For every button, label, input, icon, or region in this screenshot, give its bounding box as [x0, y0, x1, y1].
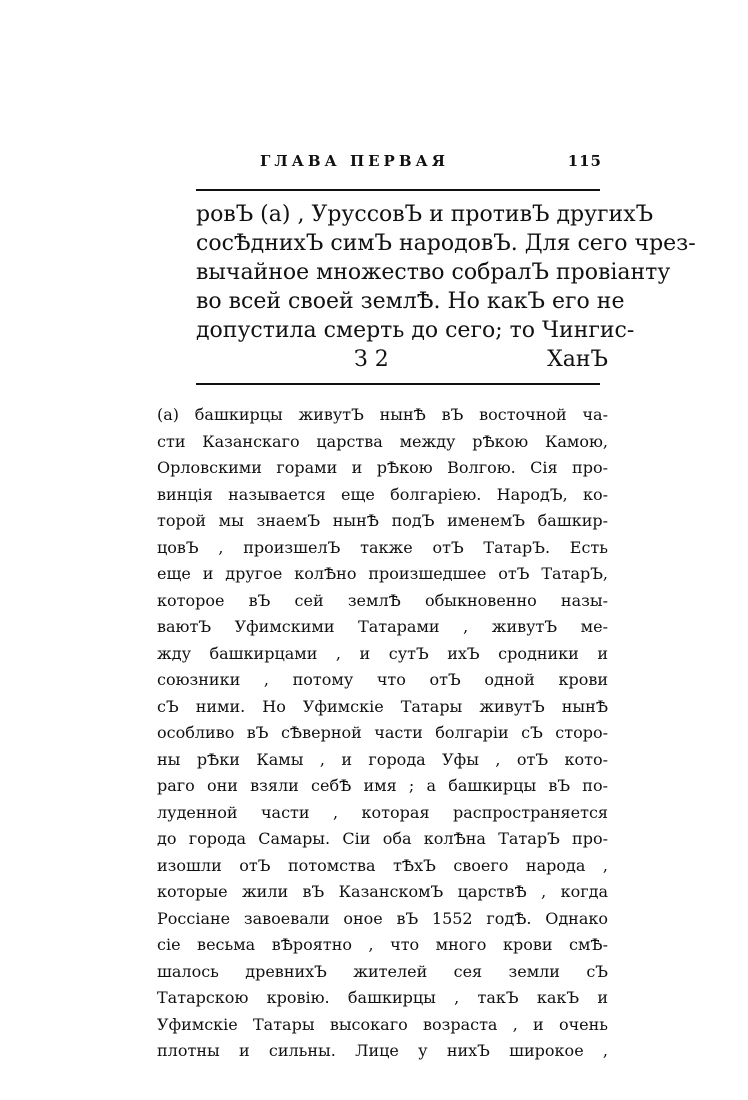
- footnote-line: до города Самары. Сіи оба колѢна ТатарЪ про-: [157, 829, 608, 848]
- footnote-line: винція называется еще болгаріею. НародЪ, ко-: [157, 484, 608, 504]
- running-head: ГЛАВА ПЕРВАЯ: [260, 152, 449, 170]
- footnote-line: Россіане завоевали оное вЪ 1552 годѢ. Однако: [157, 908, 608, 928]
- footnote-line: союзники , потому что отЪ одной крови: [157, 670, 608, 689]
- footnote-line: луденной части , которая распространяется: [157, 802, 608, 822]
- footnote-line: еще и другое колѢно произшедшее отЪ ТатарЪ,: [157, 564, 608, 583]
- main-text: [196, 200, 696, 374]
- footnote: [157, 402, 608, 1065]
- footnote-line: плотны и сильны. Лице у нихЪ широкое ,: [157, 1041, 608, 1060]
- footnote-line: Татарскою кровію. башкирцы , такЪ какЪ и: [157, 988, 608, 1007]
- footnote-line: ваютЪ Уфимскими Татарами , живутЪ ме-: [157, 617, 608, 636]
- catchword: ХанЪ: [547, 347, 608, 372]
- text-line: во всей своей землѢ. Но какЪ его не: [196, 289, 625, 314]
- footnote-line: которое вЪ сей землѢ обыкновенно назы-: [157, 590, 608, 610]
- page-header: [196, 152, 608, 176]
- footnote-rule: [196, 383, 600, 385]
- footnote-line: Уфимскіе Татары высокаго возраста , и очень: [157, 1014, 608, 1034]
- text-line: ровЪ (a) , УруссовЪ и противЪ другихЪ: [196, 202, 654, 227]
- signature-line: [196, 345, 608, 374]
- signature-mark: З 2: [354, 347, 389, 372]
- footnote-line: сіе весьма вѢроятно , что много крови смѢ-: [157, 935, 608, 954]
- footnote-line: раго они взяли себѢ имя ; а башкирцы вЪ по-: [157, 776, 608, 795]
- footnote-line: которые жили вЪ КазанскомЪ царствѢ , когда: [157, 882, 608, 901]
- text-line: сосѢднихЪ симЪ народовЪ. Для сего чрез-: [196, 231, 696, 256]
- footnote-line: ны рѢки Камы , и города Уфы , отЪ кото-: [157, 749, 608, 769]
- footnote-line: изошли отЪ потомства тѢхЪ своего народа ,: [157, 855, 608, 875]
- footnote-line: торой мы знаемЪ нынѢ подЪ именемЪ башкир-: [157, 511, 608, 530]
- footnote-line: сти Казанскаго царства между рѢкою Камою,: [157, 431, 608, 451]
- footnote-line: жду башкирцами , и сутЪ ихЪ сродники и: [157, 643, 608, 663]
- footnote-line: сЪ ними. Но Уфимскіе Татары живутЪ нынѢ: [157, 696, 608, 716]
- footnote-line: шалось древнихЪ жителей сея земли сЪ: [157, 961, 608, 981]
- text-line: допустила смерть до сего; то Чингис-: [196, 318, 635, 343]
- page-number: 115: [567, 152, 602, 170]
- text-line: вычайное множество собралЪ провіанту: [196, 260, 671, 285]
- footnote-line: (a) башкирцы живутЪ нынѢ вЪ восточной ча-: [157, 405, 608, 424]
- footnote-line: Орловскими горами и рѢкою Волгою. Сія про-: [157, 458, 608, 477]
- footnote-line: цовЪ , произшелЪ также отЪ ТатарЪ. Есть: [157, 537, 608, 557]
- footnote-line: особливо вЪ сѢверной части болгаріи сЪ сторо-: [157, 723, 608, 742]
- header-rule: [196, 189, 600, 191]
